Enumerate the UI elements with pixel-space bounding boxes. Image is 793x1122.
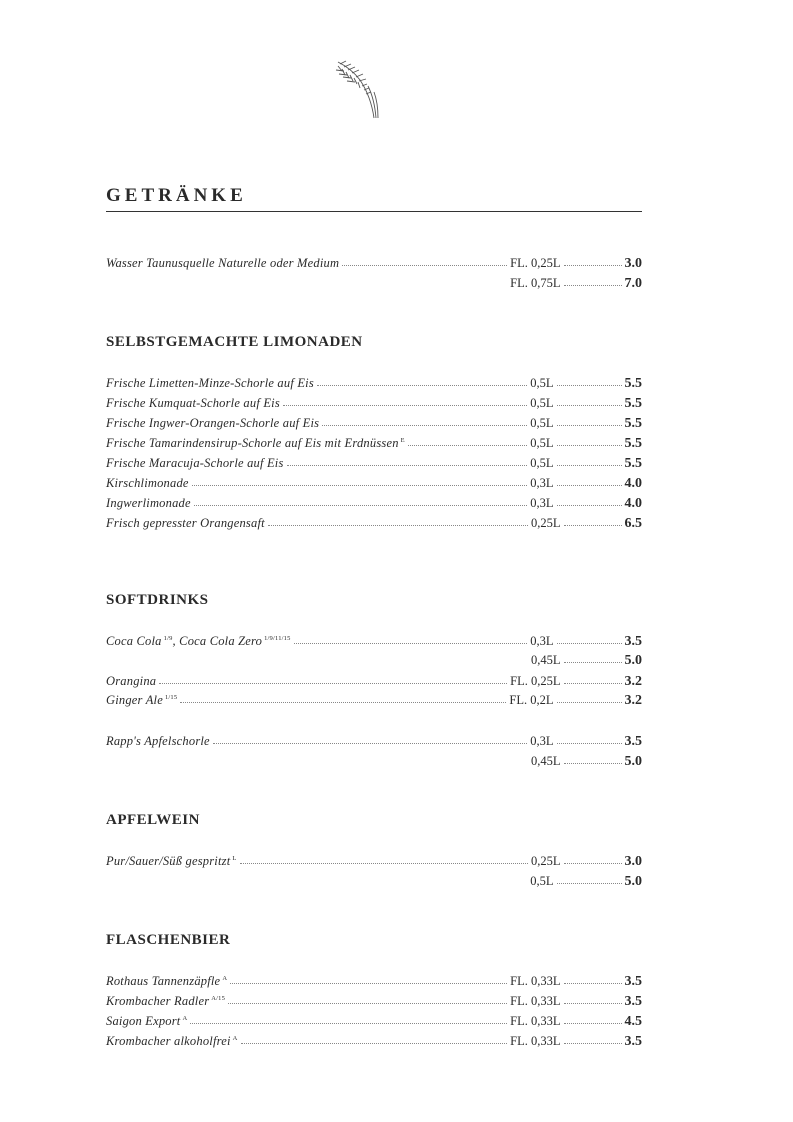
leader-dots bbox=[240, 863, 528, 864]
leader-dots bbox=[557, 445, 622, 446]
item-price: 4.0 bbox=[624, 496, 642, 511]
leader-dots bbox=[408, 445, 527, 446]
item-price: 3.0 bbox=[624, 256, 642, 271]
menu-item bbox=[106, 276, 642, 296]
item-price: 5.0 bbox=[624, 653, 642, 668]
item-size: FL. 0,33L bbox=[510, 1034, 561, 1048]
leader-dots bbox=[564, 285, 622, 286]
leader-dots bbox=[294, 643, 528, 644]
item-price: 3.2 bbox=[624, 674, 642, 689]
item-price: 3.5 bbox=[624, 1034, 642, 1049]
leader-dots bbox=[564, 1043, 622, 1044]
menu-item bbox=[106, 1034, 642, 1054]
menu-item bbox=[106, 653, 642, 673]
item-size: FL. 0,33L bbox=[510, 974, 561, 988]
leader-dots bbox=[342, 265, 507, 266]
item-name: Frische Limetten-Minze-Schorle auf Eis bbox=[106, 376, 314, 390]
menu-item bbox=[106, 1014, 642, 1034]
item-price: 3.5 bbox=[624, 994, 642, 1009]
item-price: 3.2 bbox=[624, 693, 642, 708]
leader-dots bbox=[159, 683, 507, 684]
item-price: 3.5 bbox=[624, 734, 642, 749]
item-size: 0,3L bbox=[530, 496, 554, 510]
item-size: FL. 0,25L bbox=[510, 674, 561, 688]
item-price: 3.0 bbox=[624, 854, 642, 869]
leader-dots bbox=[557, 485, 622, 486]
item-name: Krombacher Radler $^{A/15}$ bbox=[106, 994, 226, 1008]
page-title: GETRÄNKE bbox=[106, 185, 642, 212]
leader-dots bbox=[194, 505, 528, 506]
menu-item bbox=[106, 674, 642, 694]
menu-item bbox=[106, 256, 642, 276]
item-size: 0,5L bbox=[530, 416, 554, 430]
leader-dots bbox=[241, 1043, 508, 1044]
menu-item bbox=[106, 754, 642, 774]
item-price: 6.5 bbox=[624, 516, 642, 531]
menu-item bbox=[106, 693, 642, 713]
item-name: Orangina bbox=[106, 674, 157, 688]
menu-item bbox=[106, 476, 642, 496]
item-name: Pur/Sauer/Süß gespritzt $^L$ bbox=[106, 854, 237, 868]
item-name: Wasser Taunusquelle Naturelle oder Medium bbox=[106, 256, 340, 270]
leader-dots bbox=[268, 525, 528, 526]
item-size: 0,5L bbox=[530, 874, 554, 888]
menu-item bbox=[106, 376, 642, 396]
leader-dots bbox=[564, 983, 622, 984]
section-heading: SELBSTGEMACHTE LIMONADEN bbox=[106, 334, 363, 350]
item-price: 7.0 bbox=[624, 276, 642, 291]
leader-dots bbox=[230, 983, 507, 984]
item-price: 5.5 bbox=[624, 456, 642, 471]
item-size: 0,25L bbox=[530, 854, 561, 868]
menu-item bbox=[106, 974, 642, 994]
item-name: Frische Ingwer-Orangen-Schorle auf Eis bbox=[106, 416, 320, 430]
leader-dots bbox=[564, 265, 622, 266]
item-price: 5.5 bbox=[624, 376, 642, 391]
item-size: FL. 0,33L bbox=[510, 1014, 561, 1028]
leader-dots bbox=[180, 702, 506, 703]
menu-item bbox=[106, 456, 642, 476]
leader-dots bbox=[564, 763, 622, 764]
item-name: Frische Kumquat-Schorle auf Eis bbox=[106, 396, 280, 410]
allergen-note: 1/15 bbox=[164, 694, 178, 701]
leader-dots bbox=[557, 425, 622, 426]
leader-dots bbox=[564, 863, 622, 864]
item-name: Coca Cola $^{1/9}$, Coca Cola Zero $^{1/9/11/15}$ bbox=[106, 634, 291, 648]
item-name: Ginger Ale $^{1/15}$ bbox=[106, 693, 178, 707]
item-price: 5.5 bbox=[624, 436, 642, 451]
menu-item bbox=[106, 874, 642, 894]
menu-item bbox=[106, 854, 642, 874]
allergen-note: 1/9/11/15 bbox=[264, 635, 291, 642]
item-price: 4.5 bbox=[624, 1014, 642, 1029]
item-size: FL. 0,25L bbox=[510, 256, 561, 270]
leader-dots bbox=[557, 743, 622, 744]
section-heading: APFELWEIN bbox=[106, 812, 200, 828]
leader-dots bbox=[564, 683, 622, 684]
leader-dots bbox=[564, 525, 622, 526]
item-price: 3.5 bbox=[624, 634, 642, 649]
allergen-note: A bbox=[232, 1035, 238, 1042]
menu-item bbox=[106, 396, 642, 416]
section-heading: FLASCHENBIER bbox=[106, 932, 231, 948]
leader-dots bbox=[557, 702, 622, 703]
leader-dots bbox=[213, 743, 527, 744]
item-size: FL. 0,2L bbox=[509, 693, 554, 707]
allergen-note: A bbox=[222, 975, 228, 982]
item-price: 5.5 bbox=[624, 416, 642, 431]
item-size: 0,3L bbox=[530, 476, 554, 490]
leader-dots bbox=[557, 883, 622, 884]
item-name: Ingwerlimonade bbox=[106, 496, 191, 510]
allergen-note: A/15 bbox=[211, 995, 226, 1002]
item-size: 0,5L bbox=[530, 436, 554, 450]
menu-item bbox=[106, 496, 642, 516]
menu-item bbox=[106, 416, 642, 436]
allergen-note: 1/9 bbox=[163, 635, 173, 642]
allergen-note: A bbox=[182, 1015, 188, 1022]
item-size: FL. 0,33L bbox=[510, 994, 561, 1008]
menu-item bbox=[106, 436, 642, 456]
item-price: 4.0 bbox=[624, 476, 642, 491]
item-name: Rothaus Tannenzäpfle $^A$ bbox=[106, 974, 228, 988]
item-name: Frische Maracuja-Schorle auf Eis bbox=[106, 456, 284, 470]
item-size: 0,25L bbox=[530, 516, 561, 530]
item-name: Rapp's Apfelschorle bbox=[106, 734, 210, 748]
item-size: FL. 0,75L bbox=[510, 276, 561, 290]
item-price: 5.0 bbox=[624, 754, 642, 769]
leader-dots bbox=[322, 425, 527, 426]
leader-dots bbox=[287, 465, 528, 466]
leader-dots bbox=[190, 1023, 507, 1024]
item-name: Frisch gepresster Orangensaft bbox=[106, 516, 265, 530]
leader-dots bbox=[283, 405, 527, 406]
item-price: 3.5 bbox=[624, 974, 642, 989]
item-size: 0,5L bbox=[530, 376, 554, 390]
leader-dots bbox=[317, 385, 527, 386]
section-heading: SOFTDRINKS bbox=[106, 592, 209, 608]
item-size: 0,45L bbox=[530, 653, 561, 667]
item-name: Krombacher alkoholfrei $^A$ bbox=[106, 1034, 238, 1048]
leader-dots bbox=[192, 485, 528, 486]
item-size: 0,45L bbox=[530, 754, 561, 768]
menu-item bbox=[106, 516, 642, 536]
item-size: 0,5L bbox=[530, 396, 554, 410]
leader-dots bbox=[557, 385, 622, 386]
leader-dots bbox=[564, 1023, 622, 1024]
item-price: 5.5 bbox=[624, 396, 642, 411]
item-name: Kirschlimonade bbox=[106, 476, 189, 490]
allergen-note: L bbox=[232, 855, 237, 862]
leader-dots bbox=[564, 662, 622, 663]
item-name: Frische Tamarindensirup-Schorle auf Eis mit Erdnüssen $^E$ bbox=[106, 436, 405, 450]
leader-dots bbox=[557, 405, 622, 406]
item-size: 0,5L bbox=[530, 456, 554, 470]
item-size: 0,3L bbox=[530, 734, 554, 748]
leader-dots bbox=[557, 465, 622, 466]
leader-dots bbox=[557, 505, 622, 506]
leader-dots bbox=[557, 643, 622, 644]
item-size: 0,3L bbox=[530, 634, 554, 648]
item-price: 5.0 bbox=[624, 874, 642, 889]
grain-logo-icon bbox=[330, 56, 386, 120]
menu-item bbox=[106, 734, 642, 754]
menu-item bbox=[106, 634, 642, 654]
leader-dots bbox=[564, 1003, 622, 1004]
leader-dots bbox=[228, 1003, 507, 1004]
menu-item bbox=[106, 994, 642, 1014]
item-name: Saigon Export $^A$ bbox=[106, 1014, 188, 1028]
allergen-note: E bbox=[400, 437, 405, 444]
